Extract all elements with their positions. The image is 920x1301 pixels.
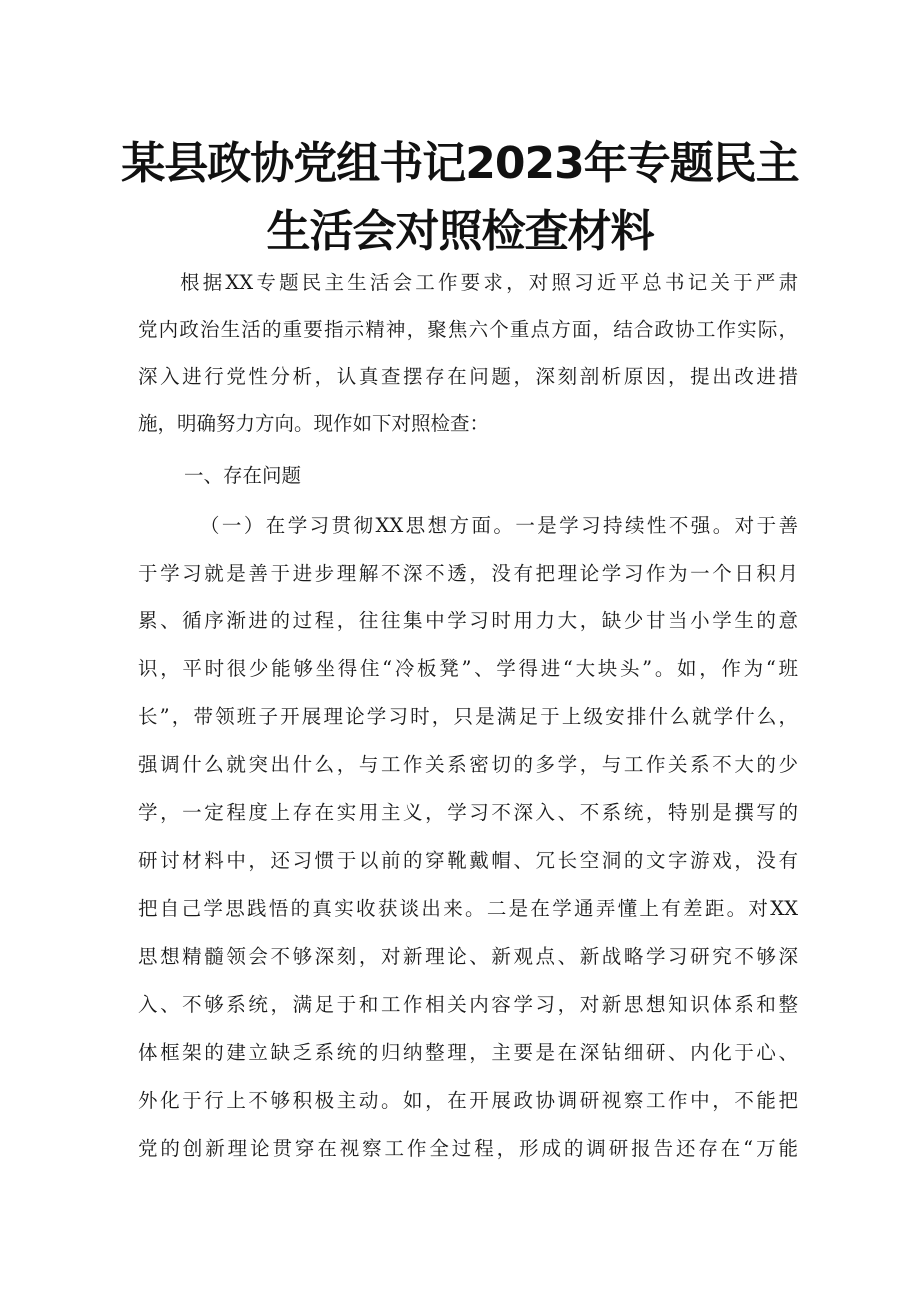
intro-paragraph-line: 根据XX专题民主生活会工作要求，对照习近平总书记关于严肃: [180, 271, 798, 294]
document-title-line-2: 生活会对照检查材料: [266, 206, 654, 257]
document-title-line-1: 某县政协党组书记2023年专题民主: [121, 138, 799, 189]
section-heading: 一、存在问题: [184, 464, 302, 487]
section1-paragraph-line: 思想精髓领会不够深刻，对新理论、新观点、新战略学习研究不够深: [138, 945, 798, 968]
intro-paragraph-line: 施，明确努力方向。现作如下对照检查：: [138, 412, 490, 435]
section1-paragraph-line: 识，平时很少能够坐得住“冷板凳”、学得进“大块头”。如，作为“班: [138, 657, 798, 680]
section1-paragraph-line: 研讨材料中，还习惯于以前的穿靴戴帽、冗长空洞的文字游戏，没有: [138, 849, 798, 872]
section1-paragraph-line: 党的创新理论贯穿在视察工作全过程，形成的调研报告还存在“万能: [138, 1137, 798, 1160]
section1-paragraph-line: 累、循序渐进的过程，往往集中学习时用力大，缺少甘当小学生的意: [138, 609, 798, 632]
intro-paragraph-line: 深入进行党性分析，认真查摆存在问题，深刻剖析原因，提出改进措: [138, 365, 798, 388]
section1-paragraph-line: 外化于行上不够积极主动。如，在开展政协调研视察工作中，不能把: [138, 1089, 798, 1112]
section1-paragraph-line: 长”，带领班子开展理论学习时，只是满足于上级安排什么就学什么，: [138, 705, 798, 728]
section1-paragraph-line: 体框架的建立缺乏系统的归纳整理，主要是在深钻细研、内化于心、: [138, 1041, 798, 1064]
section1-paragraph-line: （一）在学习贯彻XX思想方面。一是学习持续性不强。对于善: [200, 514, 798, 537]
section1-paragraph-line: 学，一定程度上存在实用主义，学习不深入、不系统，特别是撰写的: [138, 801, 798, 824]
section1-paragraph-line: 于学习就是善于进步理解不深不透，没有把理论学习作为一个日积月: [138, 562, 798, 585]
section1-paragraph-line: 把自己学思践悟的真实收获谈出来。二是在学通弄懂上有差距。对XX: [138, 897, 798, 920]
intro-paragraph-line: 党内政治生活的重要指示精神，聚焦六个重点方面，结合政协工作实际，: [138, 318, 798, 341]
section1-paragraph-line: 入、不够系统，满足于和工作相关内容学习，对新思想知识体系和整: [138, 993, 798, 1016]
section1-paragraph-line: 强调什么就突出什么，与工作关系密切的多学，与工作关系不大的少: [138, 753, 798, 776]
